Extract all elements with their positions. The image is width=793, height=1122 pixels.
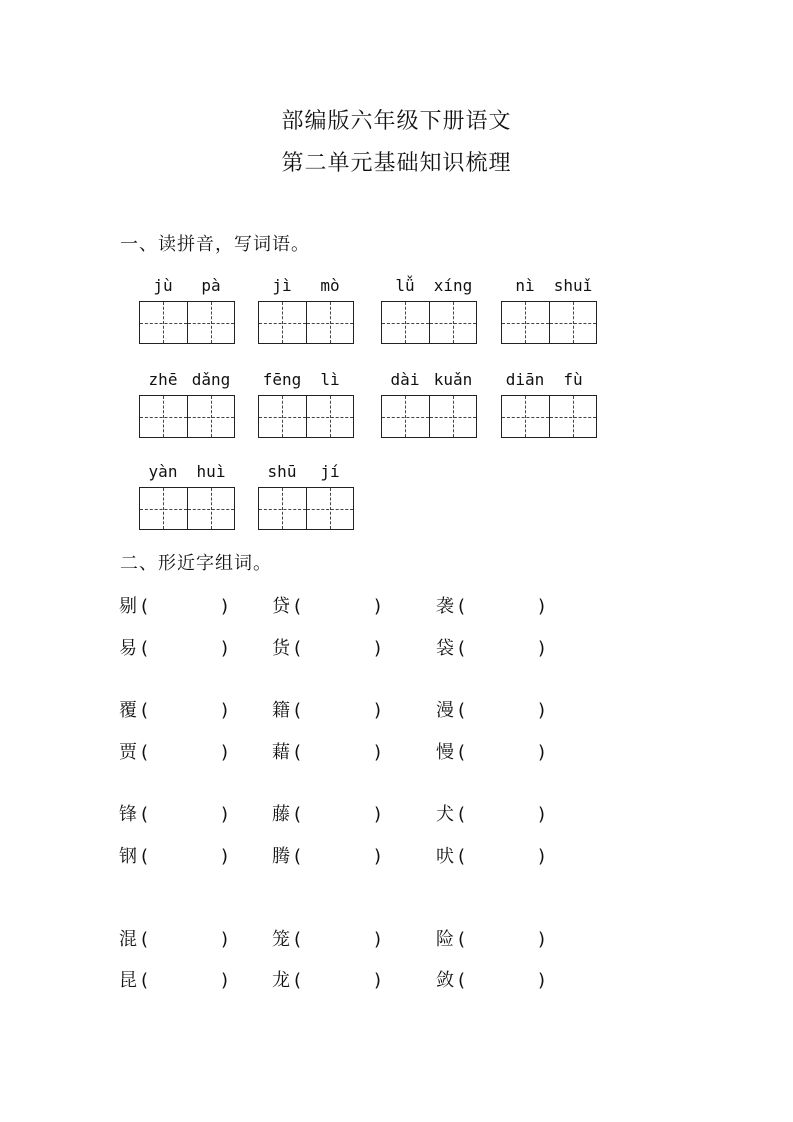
- answer-blank-open[interactable]: (: [458, 742, 466, 763]
- word-group-item: [272, 925, 381, 951]
- writing-grid[interactable]: [258, 395, 354, 438]
- answer-blank-close: ): [221, 929, 229, 950]
- writing-grid[interactable]: [258, 487, 354, 530]
- character: 袋: [436, 638, 454, 659]
- answer-blank-close: ): [221, 596, 229, 617]
- pinyin-syllable: zhē: [148, 370, 178, 389]
- answer-blank-close: ): [538, 700, 546, 721]
- word-group-item: [272, 842, 381, 868]
- writing-grid[interactable]: [139, 301, 235, 344]
- answer-blank-open[interactable]: (: [458, 804, 466, 825]
- word-group-item: [272, 696, 381, 722]
- pinyin-syllable: yàn: [148, 462, 178, 481]
- pinyin-syllable: nì: [515, 276, 535, 295]
- character: 吠: [436, 846, 454, 867]
- answer-blank-close: ): [538, 742, 546, 763]
- character: 笼: [272, 929, 290, 950]
- character: 腾: [272, 846, 290, 867]
- answer-blank-open[interactable]: (: [141, 970, 149, 991]
- answer-blank-close: ): [374, 929, 382, 950]
- word-group-item: [272, 800, 381, 826]
- character: 货: [272, 638, 290, 659]
- character: 贾: [119, 742, 137, 763]
- writing-grid[interactable]: [139, 395, 235, 438]
- answer-blank-close: ): [538, 970, 546, 991]
- character: 敛: [436, 970, 454, 991]
- title-line-1: 部编版六年级下册语文: [281, 109, 512, 134]
- writing-grid[interactable]: [139, 487, 235, 530]
- answer-blank-open[interactable]: (: [458, 970, 466, 991]
- answer-blank-close: ): [221, 970, 229, 991]
- writing-grid[interactable]: [258, 301, 354, 344]
- pinyin-syllable: lǚ: [395, 276, 415, 295]
- answer-blank-open[interactable]: (: [141, 804, 149, 825]
- word-group-item: [436, 696, 545, 722]
- answer-blank-open[interactable]: (: [141, 929, 149, 950]
- answer-blank-open[interactable]: (: [141, 846, 149, 867]
- character: 锋: [119, 804, 137, 825]
- character: 藤: [272, 804, 290, 825]
- word-group-item: [119, 842, 228, 868]
- answer-blank-close: ): [374, 846, 382, 867]
- pinyin-syllable: mò: [320, 276, 340, 295]
- answer-blank-open[interactable]: (: [294, 804, 302, 825]
- answer-blank-close: ): [538, 638, 546, 659]
- answer-blank-close: ): [221, 804, 229, 825]
- pinyin-syllable: fù: [563, 370, 583, 389]
- answer-blank-open[interactable]: (: [141, 700, 149, 721]
- answer-blank-open[interactable]: (: [458, 596, 466, 617]
- answer-blank-close: ): [221, 742, 229, 763]
- character: 剔: [119, 596, 137, 617]
- character: 漫: [436, 700, 454, 721]
- pinyin-syllable: jí: [320, 462, 340, 481]
- writing-grid[interactable]: [501, 395, 597, 438]
- answer-blank-close: ): [374, 700, 382, 721]
- answer-blank-close: ): [221, 638, 229, 659]
- pinyin-syllable: lì: [320, 370, 340, 389]
- pinyin-syllable: kuǎn: [433, 370, 473, 389]
- character: 贷: [272, 596, 290, 617]
- word-group-item: [119, 800, 228, 826]
- answer-blank-open[interactable]: (: [458, 929, 466, 950]
- answer-blank-open[interactable]: (: [141, 638, 149, 659]
- word-group-item: [119, 738, 228, 764]
- character: 易: [119, 638, 137, 659]
- writing-grid[interactable]: [381, 301, 477, 344]
- writing-grid[interactable]: [381, 395, 477, 438]
- pinyin-syllable: pà: [201, 276, 221, 295]
- answer-blank-close: ): [538, 929, 546, 950]
- answer-blank-close: ): [374, 970, 382, 991]
- character: 慢: [436, 742, 454, 763]
- answer-blank-open[interactable]: (: [458, 638, 466, 659]
- answer-blank-close: ): [538, 596, 546, 617]
- answer-blank-close: ): [374, 638, 382, 659]
- writing-grid[interactable]: [501, 301, 597, 344]
- character: 籍: [272, 700, 290, 721]
- answer-blank-open[interactable]: (: [294, 742, 302, 763]
- pinyin-syllable: jì: [272, 276, 292, 295]
- answer-blank-open[interactable]: (: [141, 742, 149, 763]
- word-group-item: [272, 738, 381, 764]
- pinyin-syllable: shū: [267, 462, 297, 481]
- pinyin-syllable: diān: [505, 370, 545, 389]
- character: 犬: [436, 804, 454, 825]
- pinyin-syllable: jù: [153, 276, 173, 295]
- word-group-item: [119, 634, 228, 660]
- answer-blank-close: ): [374, 742, 382, 763]
- word-group-item: [119, 966, 228, 992]
- answer-blank-open[interactable]: (: [141, 596, 149, 617]
- pinyin-syllable: dài: [390, 370, 420, 389]
- word-group-item: [436, 800, 545, 826]
- answer-blank-open[interactable]: (: [294, 846, 302, 867]
- answer-blank-open[interactable]: (: [458, 846, 466, 867]
- character: 藉: [272, 742, 290, 763]
- pinyin-syllable: xíng: [433, 276, 473, 295]
- character: 袭: [436, 596, 454, 617]
- answer-blank-open[interactable]: (: [294, 700, 302, 721]
- word-group-item: [272, 634, 381, 660]
- pinyin-syllable: fēng: [262, 370, 302, 389]
- answer-blank-close: ): [221, 846, 229, 867]
- word-group-item: [119, 696, 228, 722]
- word-group-item: [119, 925, 228, 951]
- word-group-item: [436, 842, 545, 868]
- word-group-item: [272, 592, 381, 618]
- character: 龙: [272, 970, 290, 991]
- character: 混: [119, 929, 137, 950]
- word-group-item: [436, 966, 545, 992]
- word-group-item: [436, 634, 545, 660]
- character: 险: [436, 929, 454, 950]
- answer-blank-close: ): [538, 846, 546, 867]
- answer-blank-close: ): [374, 596, 382, 617]
- answer-blank-open[interactable]: (: [294, 638, 302, 659]
- answer-blank-close: ): [374, 804, 382, 825]
- word-group-item: [436, 925, 545, 951]
- pinyin-syllable: shuǐ: [553, 276, 593, 295]
- answer-blank-close: ): [538, 804, 546, 825]
- answer-blank-open[interactable]: (: [294, 596, 302, 617]
- answer-blank-open[interactable]: (: [294, 970, 302, 991]
- title-line-2: 第二单元基础知识梳理: [281, 151, 512, 176]
- pinyin-syllable: dǎng: [191, 370, 231, 389]
- character: 昆: [119, 970, 137, 991]
- answer-blank-open[interactable]: (: [458, 700, 466, 721]
- answer-blank-close: ): [221, 700, 229, 721]
- character: 覆: [119, 700, 137, 721]
- word-group-item: [436, 738, 545, 764]
- section-2-heading: 二、形近字组词。: [120, 553, 272, 574]
- word-group-item: [436, 592, 545, 618]
- word-group-item: [119, 592, 228, 618]
- section-1-heading: 一、读拼音，写词语。: [120, 234, 310, 255]
- answer-blank-open[interactable]: (: [294, 929, 302, 950]
- pinyin-syllable: huì: [196, 462, 226, 481]
- word-group-item: [272, 966, 381, 992]
- character: 钢: [119, 846, 137, 867]
